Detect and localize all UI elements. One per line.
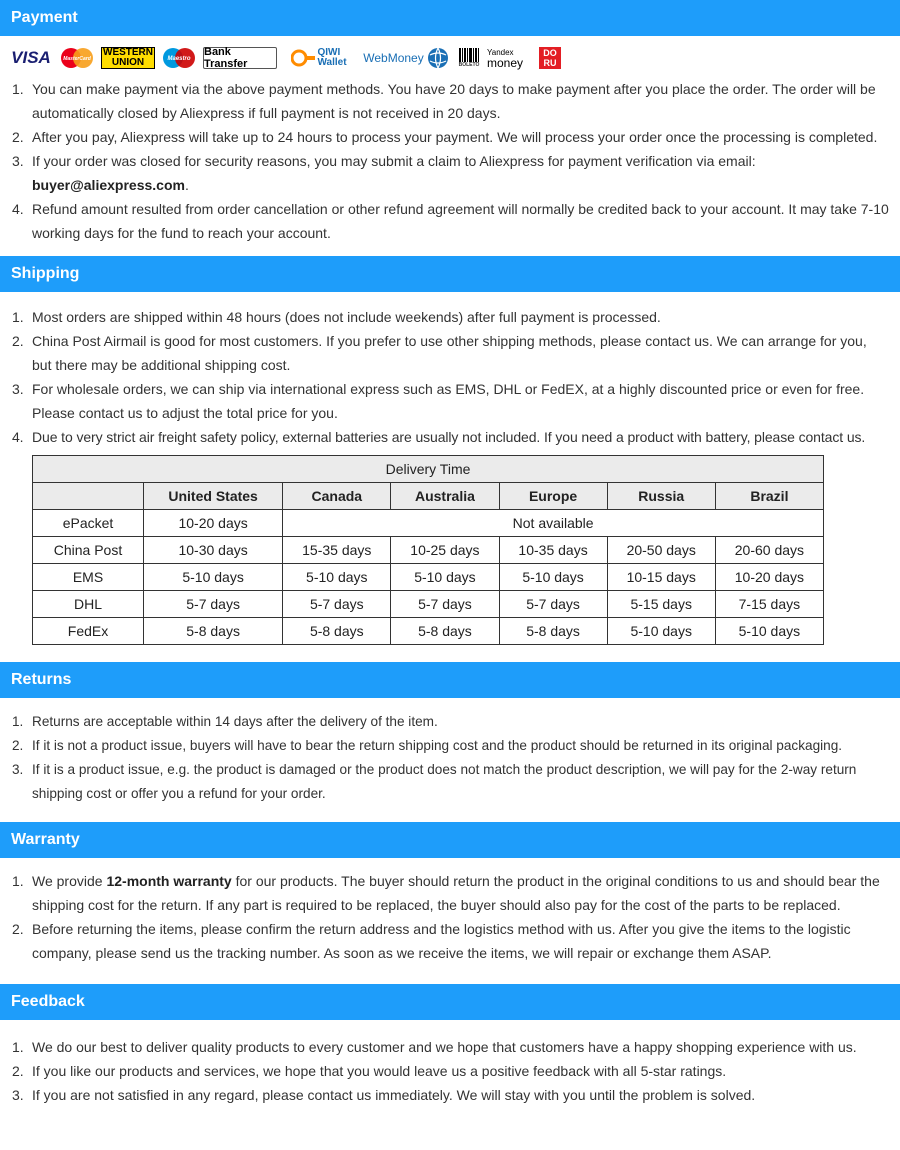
list-item: 3. For wholesale orders, we can ship via international express such as EMS, DHL or FedEX, at a highly discounted price or even for free. Please contact us to adjust the total price for you. [12, 381, 865, 421]
barcode-icon [458, 48, 480, 62]
table-cell: 10-25 days [391, 537, 499, 564]
list-item: 1. We provide 12-month warranty for our products. The buyer should return the product in the original conditions to us and should bear the shipping cost for the return. If any part is required to be replaced, the buyer should also pay for the cost of the parts to be replaced. [12, 873, 880, 913]
table-row [33, 510, 824, 537]
list-item: 1. You can make payment via the above payment methods. You have 20 days to make payment after you place the order. The order will be automatically closed by Aliexpress if full payment is not received in 20 days. [12, 81, 876, 121]
warranty-list [0, 869, 890, 965]
table-header-cell: United States [144, 483, 283, 510]
payment-header: Payment [0, 0, 900, 36]
webmoney-text: WebMoney [363, 51, 424, 65]
warranty-highlight: 12-month warranty [106, 873, 232, 889]
maestro-text: Maestro [167, 56, 191, 62]
payment-email: buyer@aliexpress.com [32, 177, 185, 193]
table-row [33, 618, 824, 645]
table-cell: 10-35 days [499, 537, 607, 564]
table-cell: 5-7 days [144, 591, 283, 618]
list-item: 2. Before returning the items, please confirm the return address and the logistics method with us. After you give the items to the logistic company, please send us the tracking number. As soon as we receive the items, we will repair or exchange them ASAP. [12, 921, 851, 961]
table-method-cell: FedEx [33, 618, 144, 645]
feedback-header: Feedback [0, 984, 900, 1020]
list-item: 3. If your order was closed for security reasons, you may submit a claim to Aliexpress for payment verification via email: buyer@aliexpress.com. [12, 153, 756, 193]
doru-logo [539, 47, 561, 69]
payment-logos [9, 45, 561, 71]
table-cell: 5-8 days [391, 618, 499, 645]
mastercard-logo [59, 47, 95, 69]
table-header-cell: Europe [499, 483, 607, 510]
bank-transfer-logo: Bank Transfer [203, 47, 277, 69]
mastercard-text: MasterCard [63, 56, 91, 62]
table-cell: 7-15 days [715, 591, 823, 618]
boleto-text: BOLETO [458, 62, 480, 68]
western-union-line2: UNION [111, 57, 145, 68]
list-item: 4. Refund amount resulted from order cancellation or other refund agreement will normally be credited back to your account. It may take 7-10 working days for the fund to reach your account. [12, 201, 889, 241]
table-cell: 5-10 days [391, 564, 499, 591]
boleto-logo [457, 47, 481, 69]
table-cell: 5-10 days [607, 618, 715, 645]
returns-list [0, 710, 890, 806]
table-cell: 15-35 days [283, 537, 391, 564]
table-row [33, 591, 824, 618]
payment-list [0, 77, 890, 245]
shipping-header: Shipping [0, 256, 900, 292]
table-row [33, 564, 824, 591]
table-cell: 5-8 days [499, 618, 607, 645]
list-item: 1. Returns are acceptable within 14 days after the delivery of the item. [12, 714, 438, 729]
table-cell: 20-60 days [715, 537, 823, 564]
table-cell: 5-10 days [144, 564, 283, 591]
table-cell: 10-30 days [144, 537, 283, 564]
table-row [33, 537, 824, 564]
list-item: 1. We do our best to deliver quality products to every customer and we hope that customers have a happy shopping experience with us. [12, 1039, 857, 1055]
table-header-cell: Australia [391, 483, 499, 510]
table-header-row [33, 483, 824, 510]
table-method-cell: China Post [33, 537, 144, 564]
qiwi-icon [291, 48, 317, 68]
western-union-logo [101, 47, 155, 69]
list-item: 3. If it is a product issue, e.g. the product is damaged or the product does not match the product description, we will pay for the 2-way return shipping cost or offer you a refund for your order. [12, 762, 857, 801]
maestro-logo [161, 47, 197, 69]
table-header-cell: Russia [607, 483, 715, 510]
table-cell: 5-10 days [715, 618, 823, 645]
table-cell: 5-10 days [283, 564, 391, 591]
qiwi-line2: Wallet [317, 57, 347, 68]
table-method-cell: EMS [33, 564, 144, 591]
list-item: 2. If you like our products and services, we hope that you would leave us a positive feedback with all 5-star ratings. [12, 1063, 727, 1079]
webmoney-globe-icon [427, 47, 449, 69]
table-caption: Delivery Time [33, 456, 824, 483]
doru-line2: RU [543, 58, 557, 68]
table-header-empty [33, 483, 144, 510]
table-cell: 5-7 days [283, 591, 391, 618]
webmoney-logo [361, 47, 451, 69]
list-item: 1. Most orders are shipped within 48 hours (does not include weekends) after full payment is processed. [12, 309, 661, 325]
table-cell: 5-8 days [283, 618, 391, 645]
yandex-line2: money [487, 56, 524, 70]
table-cell: 5-15 days [607, 591, 715, 618]
list-item: 4. Due to very strict air freight safety policy, external batteries are usually not included. If you need a product with battery, please contact us. [12, 429, 866, 445]
list-item: 2. If it is not a product issue, buyers will have to bear the return shipping cost and the product should be returned in its original packaging. [12, 738, 843, 753]
delivery-time-table [32, 455, 824, 645]
returns-header: Returns [0, 662, 900, 698]
list-item: 3. If you are not satisfied in any regard, please contact us immediately. We will stay with you until the problem is solved. [12, 1087, 756, 1103]
visa-logo: VISA [11, 48, 51, 67]
yandex-line1: Yandex [487, 48, 514, 57]
table-cell: 5-8 days [144, 618, 283, 645]
table-cell: 10-20 days [715, 564, 823, 591]
table-cell: Not available [283, 510, 824, 537]
table-header-cell: Canada [283, 483, 391, 510]
yandex-money-logo [487, 47, 533, 69]
list-item: 2. After you pay, Aliexpress will take up to 24 hours to process your payment. We will process your order once the processing is completed. [12, 129, 878, 145]
table-cell: 20-50 days [607, 537, 715, 564]
table-cell: 5-7 days [499, 591, 607, 618]
table-header-cell: Brazil [715, 483, 823, 510]
table-method-cell: ePacket [33, 510, 144, 537]
table-cell: 10-15 days [607, 564, 715, 591]
western-union-line1: WESTERN [103, 47, 153, 58]
doru-line1: DO [543, 48, 557, 58]
table-cell: 10-20 days [144, 510, 283, 537]
warranty-header: Warranty [0, 822, 900, 858]
qiwi-logo [283, 47, 355, 69]
table-method-cell: DHL [33, 591, 144, 618]
shipping-list [0, 305, 890, 449]
table-cell: 5-10 days [499, 564, 607, 591]
qiwi-line1: QIWI [317, 47, 341, 58]
list-item: 2. China Post Airmail is good for most customers. If you prefer to use other shipping methods, please contact us. We can arrange for you, but there may be additional shipping cost. [12, 333, 867, 373]
feedback-list [0, 1035, 890, 1107]
table-cell: 5-7 days [391, 591, 499, 618]
